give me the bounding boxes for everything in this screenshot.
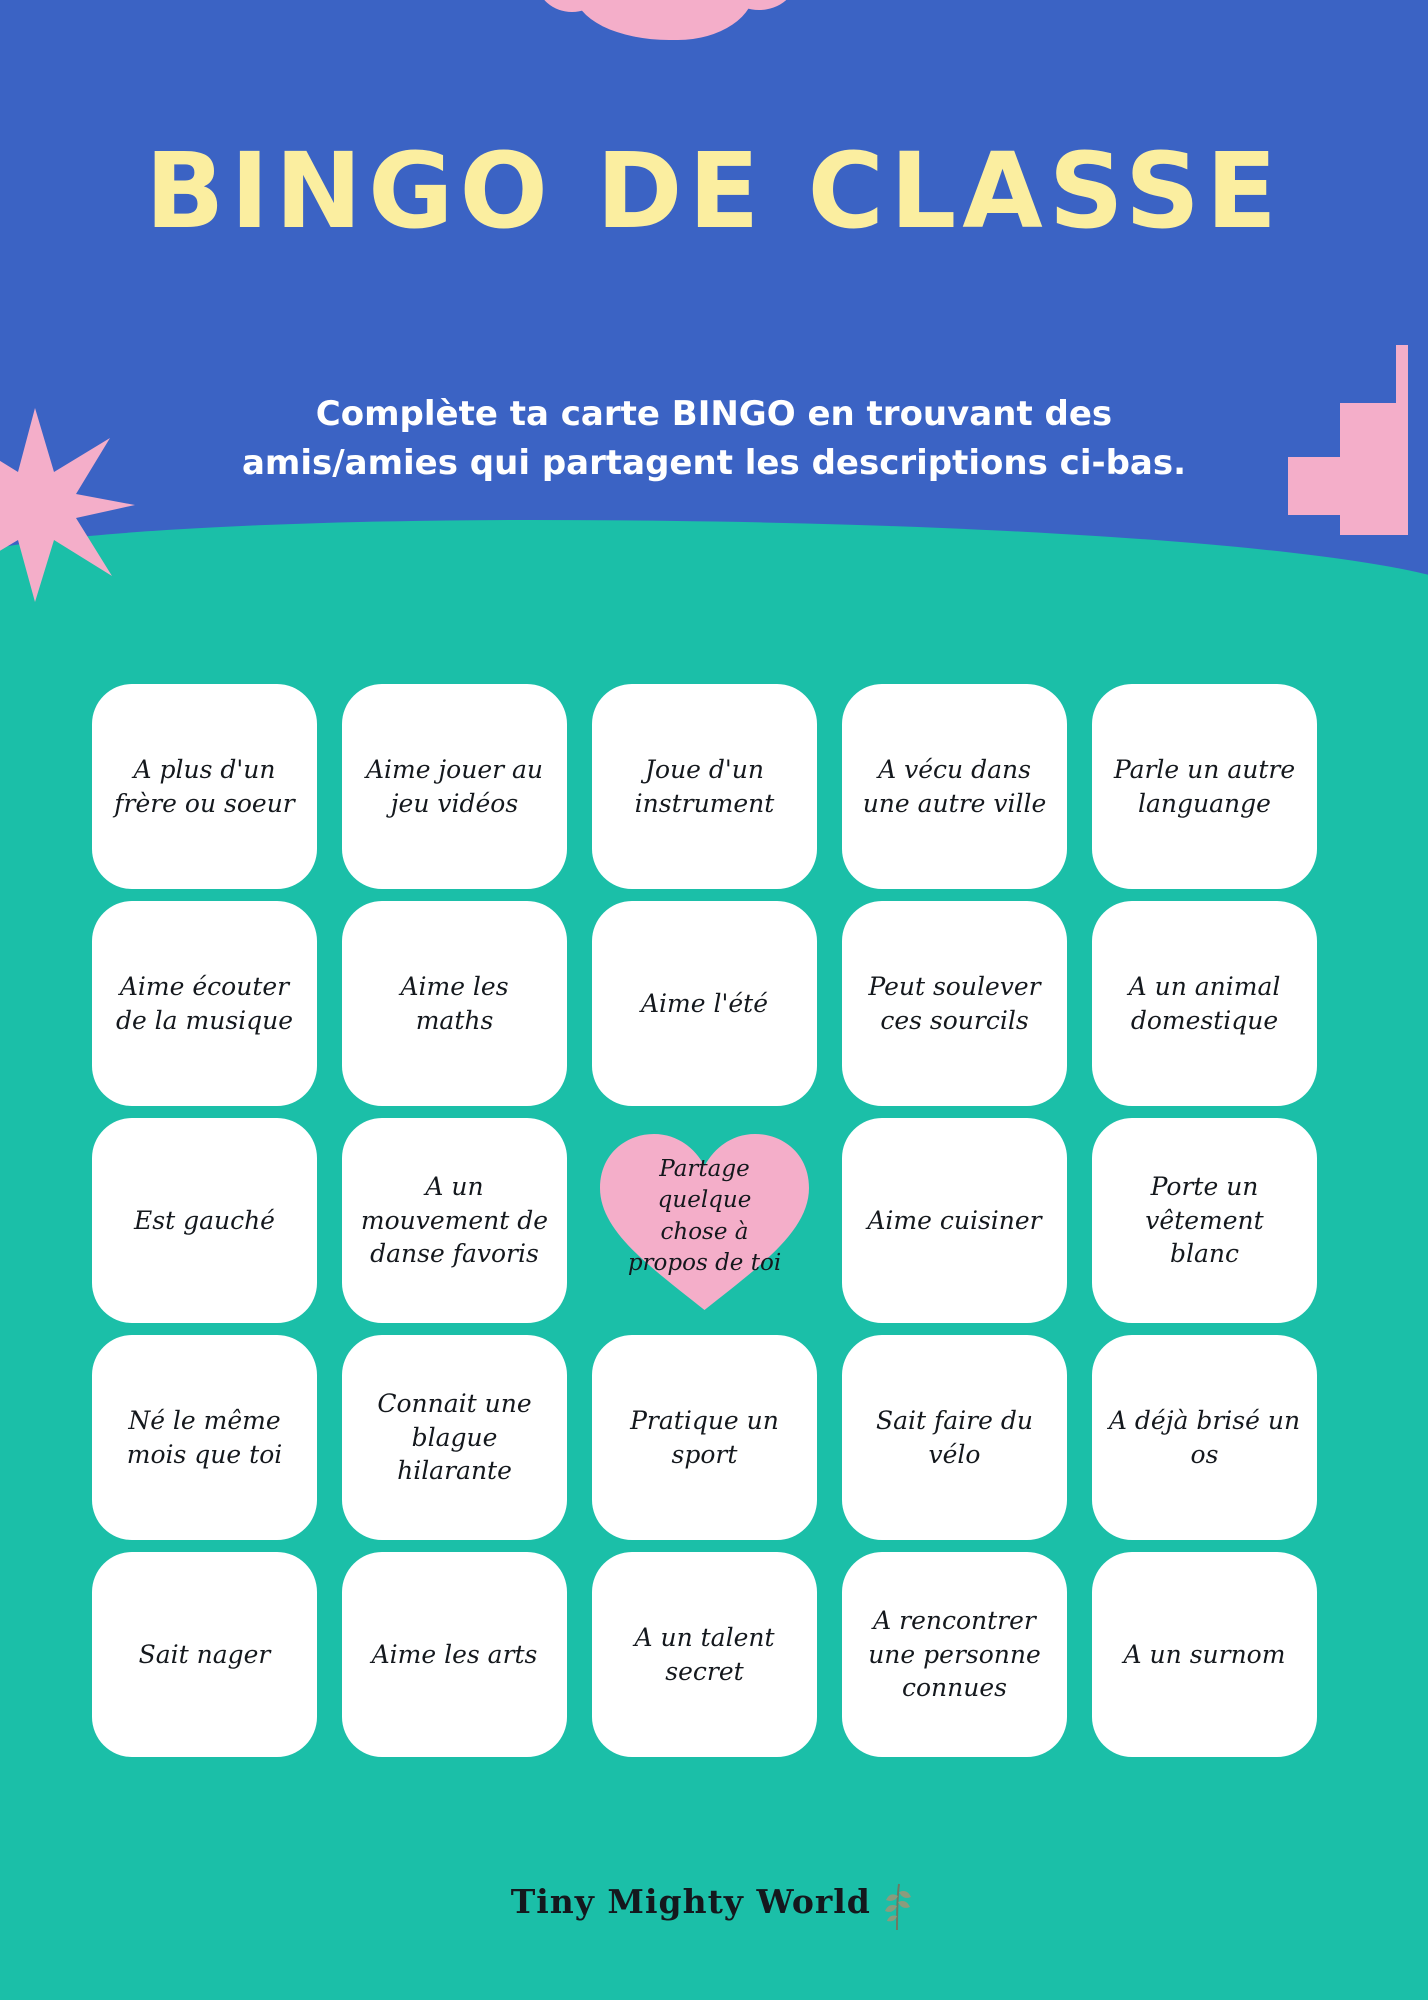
bingo-cell-label: Sait faire du vélo (876, 1405, 1033, 1469)
pink-zigzag-decoration (1278, 345, 1408, 540)
bingo-cell-label: Pratique un sport (630, 1405, 779, 1469)
bingo-cell[interactable] (842, 1118, 1067, 1323)
bingo-cell-label: Est gauché (134, 1205, 275, 1235)
bingo-cell[interactable] (342, 1335, 567, 1540)
heart-shape (592, 1128, 817, 1314)
bingo-cell[interactable] (92, 1552, 317, 1757)
bingo-cell-label: Porte un vêtement blanc (1145, 1171, 1264, 1269)
bingo-cell-label: Né le même mois que toi (126, 1405, 283, 1469)
bingo-cell-label: A plus d'un frère ou soeur (114, 754, 295, 818)
bingo-grid (92, 684, 1336, 1757)
bingo-cell[interactable] (342, 1118, 567, 1323)
bingo-cell[interactable] (842, 684, 1067, 889)
header-bottom-curve (0, 520, 1428, 600)
bingo-cell-label: A un mouvement de danse favoris (360, 1171, 549, 1269)
bingo-cell[interactable] (842, 1335, 1067, 1540)
bingo-cell-label: Aime les arts (371, 1639, 538, 1669)
bingo-cell[interactable] (1092, 1118, 1317, 1323)
bingo-cell-label: A rencontrer une personne connues (868, 1605, 1041, 1703)
bingo-cell-label: A un talent secret (634, 1622, 775, 1686)
bingo-cell-label: A déjà brisé un os (1108, 1405, 1301, 1469)
pink-blob-decoration-top (575, 0, 755, 40)
bingo-cell[interactable] (342, 684, 567, 889)
bingo-cell-label: Aime écouter de la musique (115, 971, 294, 1035)
bingo-cell-label: Aime les maths (400, 971, 509, 1035)
bingo-cell-label: Sait nager (138, 1639, 271, 1669)
bingo-cell-label: Connait une blague hilarante (377, 1388, 532, 1486)
bingo-free-space[interactable] (592, 1118, 817, 1323)
bingo-cell[interactable] (92, 1335, 317, 1540)
bingo-cell[interactable] (592, 901, 817, 1106)
bingo-cell[interactable] (92, 901, 317, 1106)
bingo-cell[interactable] (842, 1552, 1067, 1757)
page-title-text: BINGO DE CLASSE (145, 130, 1283, 252)
bingo-cell-label: Parle un autre languange (1113, 754, 1296, 818)
bingo-cell-label: Aime cuisiner (867, 1205, 1042, 1235)
bingo-cell[interactable] (1092, 1552, 1317, 1757)
bingo-cell[interactable] (1092, 684, 1317, 889)
instructions-line-1: Complète ta carte BINGO en trouvant des (315, 394, 1113, 434)
bingo-cell-label: Peut soulever ces sourcils (868, 971, 1041, 1035)
bingo-cell[interactable] (842, 901, 1067, 1106)
footer (0, 1880, 1428, 1937)
bingo-cell-label: A un animal domestique (1128, 971, 1281, 1035)
bingo-cell[interactable] (1092, 1335, 1317, 1540)
bingo-cell[interactable] (592, 1552, 817, 1757)
bingo-free-space-label: Partage quelque chose à propos de toi (627, 1156, 782, 1276)
bingo-cell[interactable] (592, 1335, 817, 1540)
bingo-cell-label: A un surnom (1123, 1639, 1286, 1669)
bingo-cell-label: Aime jouer au jeu vidéos (365, 754, 544, 818)
bingo-cell[interactable] (92, 1118, 317, 1323)
brand-name: Tiny Mighty World (510, 1881, 871, 1921)
header-banner (0, 0, 1428, 600)
pink-starburst-decoration (0, 400, 140, 615)
bingo-cell[interactable] (92, 684, 317, 889)
instructions (150, 390, 1278, 489)
bingo-cell[interactable] (342, 1552, 567, 1757)
bingo-cell[interactable] (592, 684, 817, 889)
bingo-cell[interactable] (342, 901, 567, 1106)
bingo-cell-label: Joue d'un instrument (634, 754, 775, 818)
instructions-line-2: amis/amies qui partagent les descriptions ci-bas. (241, 443, 1187, 484)
page-title (0, 130, 1428, 252)
bingo-cell-label: A vécu dans une autre ville (862, 754, 1047, 818)
bingo-cell[interactable] (1092, 901, 1317, 1106)
leaf-sprig-icon (877, 1880, 917, 1937)
bingo-cell-label: Aime l'été (640, 988, 768, 1018)
